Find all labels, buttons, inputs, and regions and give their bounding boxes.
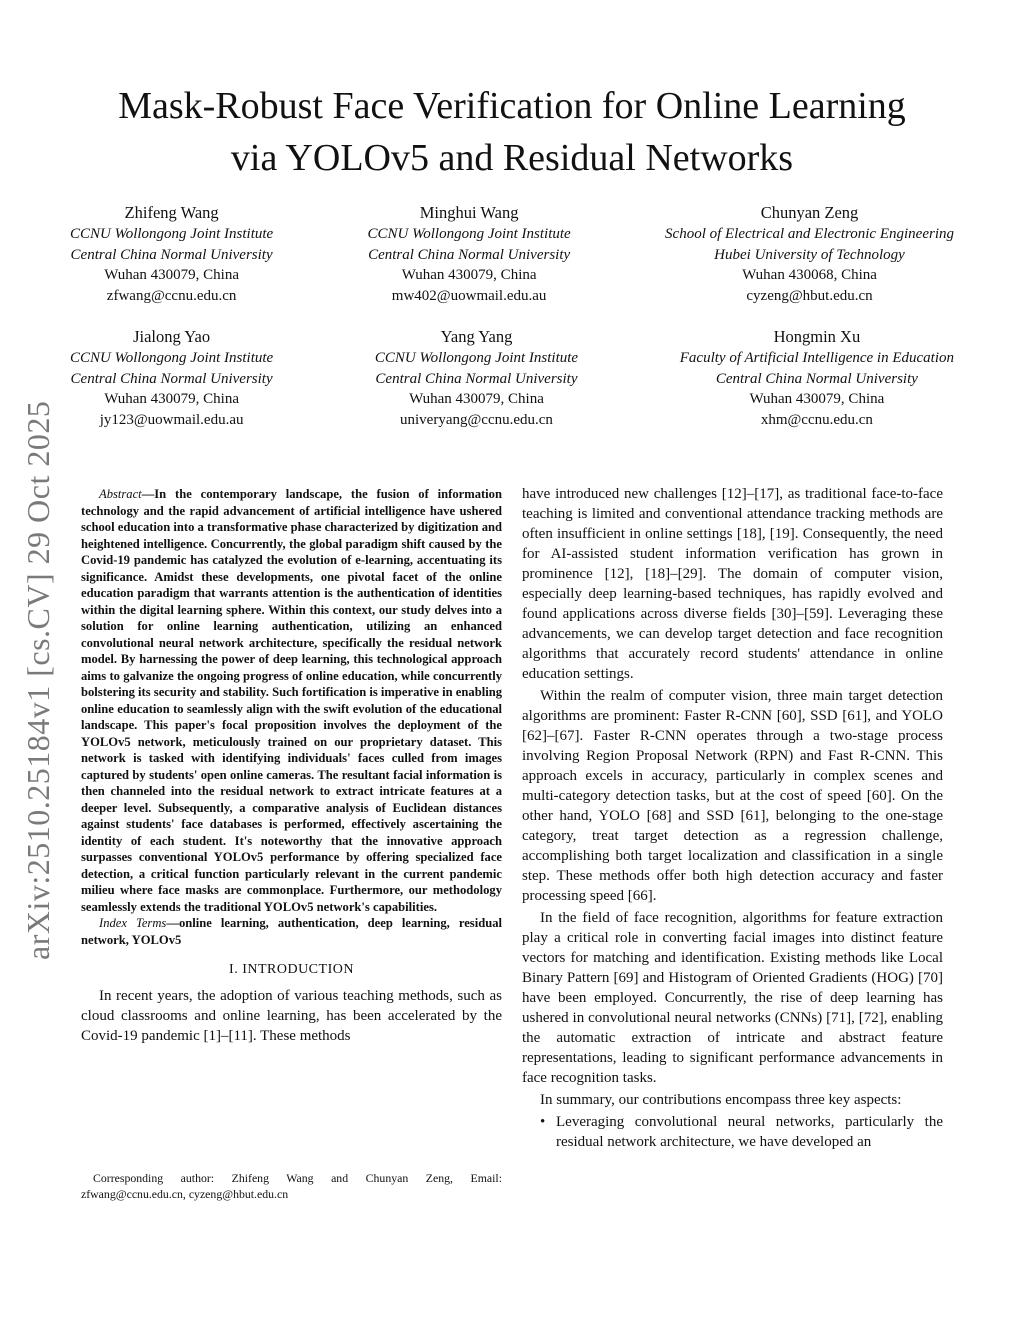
body-paragraph: In summary, our contributions encompass three key aspects: — [540, 1092, 902, 1108]
author-affiliation: CCNU Wollongong Joint Institute — [374, 350, 579, 366]
author-block — [70, 202, 273, 306]
arxiv-stamp: arXiv:2510.25184v1 [cs.CV] 29 Oct 2025 — [20, 400, 56, 960]
title-line-1: Mask-Robust Face Verification for Online Learning — [118, 85, 906, 127]
body-paragraph: Within the realm of computer vision, three main target detection algorithms are prominent: Faster R-CNN [60], SSD [61], and YOLO [62]–[67]. Faster R-CNN operates through a two-stage process involving Region Proposal Network (RPN) and Fast R-CNN. This approach excels in accuracy, particularly in complex scenes and multi-category detection tasks, but at the cost of speed [60]. On the other hand, YOLO [68] and SSD [61], belonging to the one-stage category, treat target detection as a regression challenge, accomplishing both target localization and classification in a single step. These methods offer both high detection accuracy and faster processing speed [66]. — [522, 688, 943, 904]
author-affiliation: Faculty of Artificial Intelligence in Education — [679, 350, 954, 366]
author-block — [375, 326, 578, 430]
author-name: Jialong Yao — [133, 327, 211, 346]
author-email: univeryang@ccnu.edu.cn — [400, 411, 553, 428]
author-email: zfwang@ccnu.edu.cn — [106, 287, 237, 304]
author-name: Zhifeng Wang — [124, 203, 219, 222]
abstract-label: Abstract — [99, 487, 142, 501]
author-affiliation: Central China Normal University — [70, 246, 273, 263]
index-terms-text: —online learning, authentication, deep learning, residual network, YOLOv5 — [81, 916, 502, 947]
author-email: cyzeng@hbut.edu.cn — [746, 287, 873, 304]
author-email: mw402@uowmail.edu.au — [391, 287, 547, 304]
body-paragraph: have introduced new challenges [12]–[17], as traditional face-to-face teaching is limited and conventional attendance tracking methods are often insufficient in online settings [18], [19]. Consequently, the need for AI-assisted student information verification has grown in prominence [12], [18]–[29]. The domain of computer vision, especially deep learning-based techniques, has rapidly evolved and found applications across diverse fields [30]–[59]. Leveraging these advancements, we can develop target detection and face recognition algorithms that accurately record students' attendance in online education settings. — [522, 486, 943, 682]
left-column — [81, 486, 502, 1046]
paper-title — [60, 80, 964, 184]
abstract-text: —In the contemporary landscape, the fusion of information technology and the rapid advancement of artificial intelligence have ushered school education into a transformative phase characterized by digitization and heightened intelligence. Concurrently, the global paradigm shift caused by the Covid-19 pandemic has catalyzed the evolution of e-learning, accentuating its significance. Amidst these developments, one pivotal facet of the online education paradigm that warrants attention is the authentication of identities within the digital learning sphere. Within this context, our study delves into a solution for online learning authentication, utilizing an enhanced convolutional neural network architecture, specifically the residual network model. By harnessing the power of deep learning, this technological approach aims to galvanize the ongoing progress of online education, while concurrently bolstering its security and stability. Such fortification is imperative in enabling online education to seamlessly align with the swift evolution of the educational landscape. This paper's focal proposition involves the deployment of the YOLOv5 network, meticulously trained on our proprietary dataset. This network is tasked with identifying individuals' faces culled from images captured by students' open online cameras. The resultant facial information is then channeled into the residual network to extract intricate features at a deeper level. Subsequently, a comparative analysis of Euclidean distances against students' face databases is performed, effectively ascertaining the identity of each student. It's noteworthy that the innovative approach surpasses conventional YOLOv5 performance by offering specialized face detection, a critical function particularly relevant in the current pandemic milieu where face masks are commonplace. Furthermore, our methodology seamlessly extends the traditional YOLOv5 network's capabilities. — [81, 487, 502, 914]
list-item: • Leveraging convolutional neural networks, particularly the residual network architecture, we have developed an — [522, 1112, 943, 1152]
author-city: Wuhan 430079, China — [401, 267, 537, 283]
author-name: Minghui Wang — [419, 203, 519, 222]
intro-paragraph: In recent years, the adoption of various teaching methods, such as cloud classrooms and online learning, has been accelerated by the Covid-19 pandemic [1]–[11]. These methods — [81, 988, 502, 1044]
body-paragraph: In the field of face recognition, algorithms for feature extraction play a critical role in converting facial images into distinct feature vectors for matching and identification. Existing methods like Local Binary Pattern [69] and Histogram of Oriented Gradients (HOG) [70] have been employed. Concurrently, the rise of deep learning has ushered in convolutional neural networks (CNNs) [71], [72], enabling the automatic extraction of intricate and abstract feature representations, leading to significant performance advancements in face recognition tasks. — [522, 910, 943, 1086]
author-city: Wuhan 430079, China — [749, 391, 885, 407]
section-heading: I. INTRODUCTION — [229, 962, 354, 977]
author-email: jy123@uowmail.edu.au — [99, 411, 244, 428]
author-affiliation: CCNU Wollongong Joint Institute — [70, 350, 274, 366]
author-block — [665, 202, 954, 306]
author-affiliation: CCNU Wollongong Joint Institute — [70, 226, 274, 242]
author-email: xhm@ccnu.edu.cn — [760, 411, 873, 428]
contributions-list — [522, 1112, 943, 1152]
author-name: Hongmin Xu — [773, 327, 861, 346]
right-column — [522, 484, 943, 1152]
author-city: Wuhan 430079, China — [104, 267, 239, 283]
author-row-1 — [70, 202, 954, 306]
author-city: Wuhan 430068, China — [742, 267, 877, 283]
author-name: Yang Yang — [440, 327, 513, 346]
abstract — [81, 486, 502, 915]
author-affiliation: Central China Normal University — [368, 246, 571, 263]
author-name: Chunyan Zeng — [760, 203, 859, 222]
title-line-2: via YOLOv5 and Residual Networks — [230, 137, 794, 179]
index-terms-label: Index Terms — [99, 916, 167, 930]
author-affiliation: School of Electrical and Electronic Engineering — [665, 226, 954, 242]
author-affiliation: Central China Normal University — [715, 370, 918, 387]
author-affiliation: CCNU Wollongong Joint Institute — [367, 226, 571, 242]
author-affiliation: Central China Normal University — [375, 370, 578, 387]
footnote: Corresponding author: Zhifeng Wang and Chunyan Zeng, Email: zfwang@ccnu.edu.cn, cyzeng@hbut.edu.cn — [81, 1171, 502, 1201]
author-block — [680, 326, 954, 430]
author-city: Wuhan 430079, China — [409, 391, 544, 407]
author-affiliation: Hubei University of Technology — [714, 246, 905, 263]
author-affiliation: Central China Normal University — [70, 370, 273, 387]
author-block — [368, 202, 571, 306]
index-terms — [81, 915, 502, 948]
author-row-2 — [70, 326, 954, 430]
author-city: Wuhan 430079, China — [104, 391, 239, 407]
author-block — [70, 326, 273, 430]
